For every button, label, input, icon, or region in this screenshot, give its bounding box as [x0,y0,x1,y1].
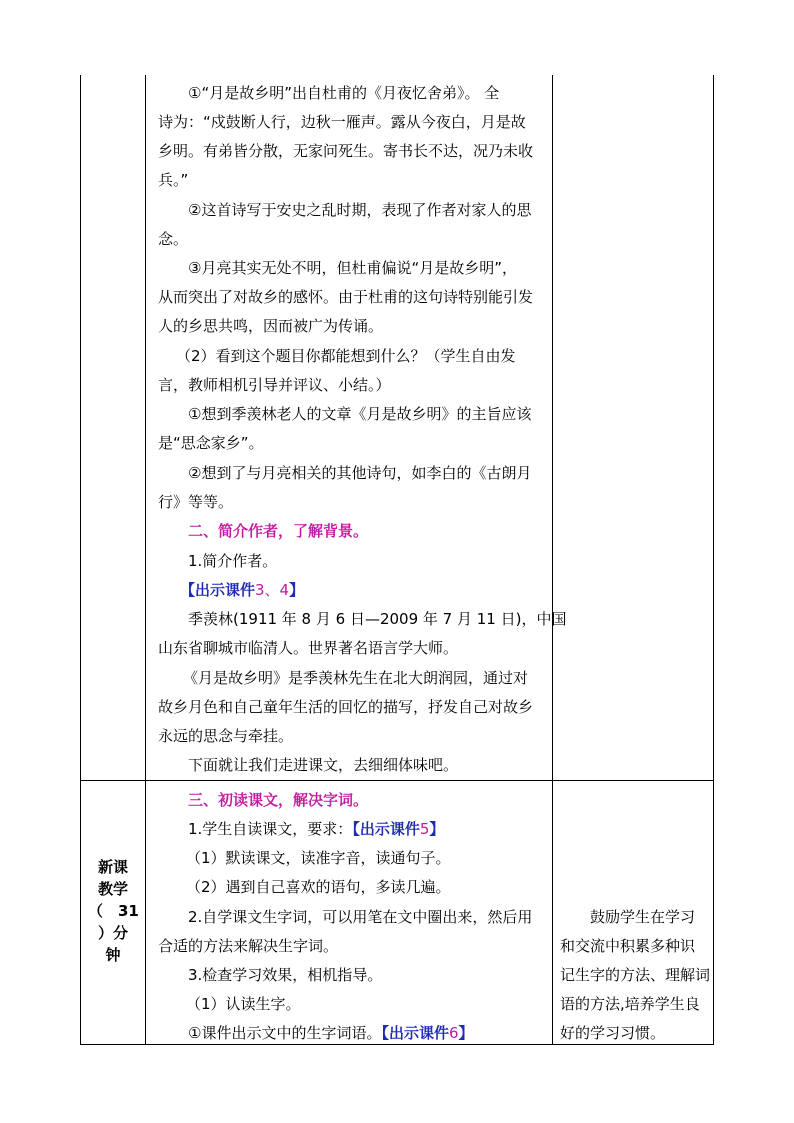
table-left-border [80,75,81,1045]
sub-item: （2）遇到自己喜欢的语句，多读几遍。 [186,878,451,896]
paragraph-line: 行》等等。 [158,493,234,511]
table-right-border [713,75,714,1045]
paragraph-line: 1.简介作者。 [188,552,278,570]
paragraph-line: 念。 [158,230,189,248]
last-item: ①课件出示文中的生字词语。【出示课件6】 [188,1024,474,1042]
paragraph-line: 兵。” [158,171,189,189]
sub-item: （1）认读生字。 [186,995,301,1013]
courseware-cue: 【出示课件3、4】 [180,581,305,599]
paragraph-line: 永远的思念与牵挂。 [158,727,294,745]
paragraph-line: 《月是故乡明》是季羡林先生在北大朗润园，通过对 [183,669,529,687]
paragraph-line: ②这首诗写于安史之乱时期，表现了作者对家人的思 [188,201,532,219]
paragraph-line: 从而突出了对故乡的感怀。由于杜甫的这句诗特别能引发 [158,288,534,306]
paragraph-line: （2）看到这个题目你都能想到什么？（学生自由发 [176,347,516,365]
paragraph-line: 季羡林(1911 年 8 月 6 日—2009 年 7 月 11 日)，中国 [188,610,567,628]
step-1: 1.学生自读课文，要求：【出示课件5】 [188,820,445,838]
paragraph-line: 下面就让我们走进课文，去细细体味吧。 [188,756,459,774]
step-2: 2.自学课文生字词，可以用笔在文中圈出来，然后用 [188,908,533,926]
paragraph-line: ③月亮其实无处不明，但杜甫偏说“月是故乡明”， [188,259,517,277]
step-3: 3.检查学习效果，相机指导。 [188,966,383,984]
paragraph-line: ①“月是故乡明”出自杜甫的《月夜忆舍弟》。 全 [188,84,500,102]
sub-item: （1）默读课文，读准字音，读通句子。 [186,849,451,867]
paragraph-line: 乡明。有弟皆分散，无家问死生。寄书长不达，况乃未收 [158,142,534,160]
paragraph-line: 山东省聊城市临清人。世界著名语言学大师。 [158,639,459,657]
row-label: 新课 教学 （ 31 ）分 钟 [88,858,139,964]
step-2-cont: 合适的方法来解决生字词。 [158,937,339,955]
section-heading-2: 二、简介作者，了解背景。 [188,522,369,540]
paragraph-line: 诗为：“戍鼓断人行，边秋一雁声。露从今夜白，月是故 [158,113,526,131]
paragraph-line: ②想到了与月亮相关的其他诗句，如李白的《古朗月 [188,464,532,482]
column-divider-1 [145,75,146,1045]
paragraph-line: 是“思念家乡”。 [158,434,264,452]
paragraph-line: 人的乡思共鸣，因而被广为传诵。 [158,317,384,335]
paragraph-line: 言，教师相机引导并评议、小结。） [158,376,391,394]
row-divider [80,780,714,781]
paragraph-line: ①想到季羡林老人的文章《月是故乡明》的主旨应该 [188,405,532,423]
paragraph-line: 故乡月色和自己童年生活的回忆的描写，抒发自己对故乡 [158,698,534,716]
column-divider-2 [552,75,553,1045]
section-heading-3: 三、初读课文，解决字词。 [188,791,369,809]
